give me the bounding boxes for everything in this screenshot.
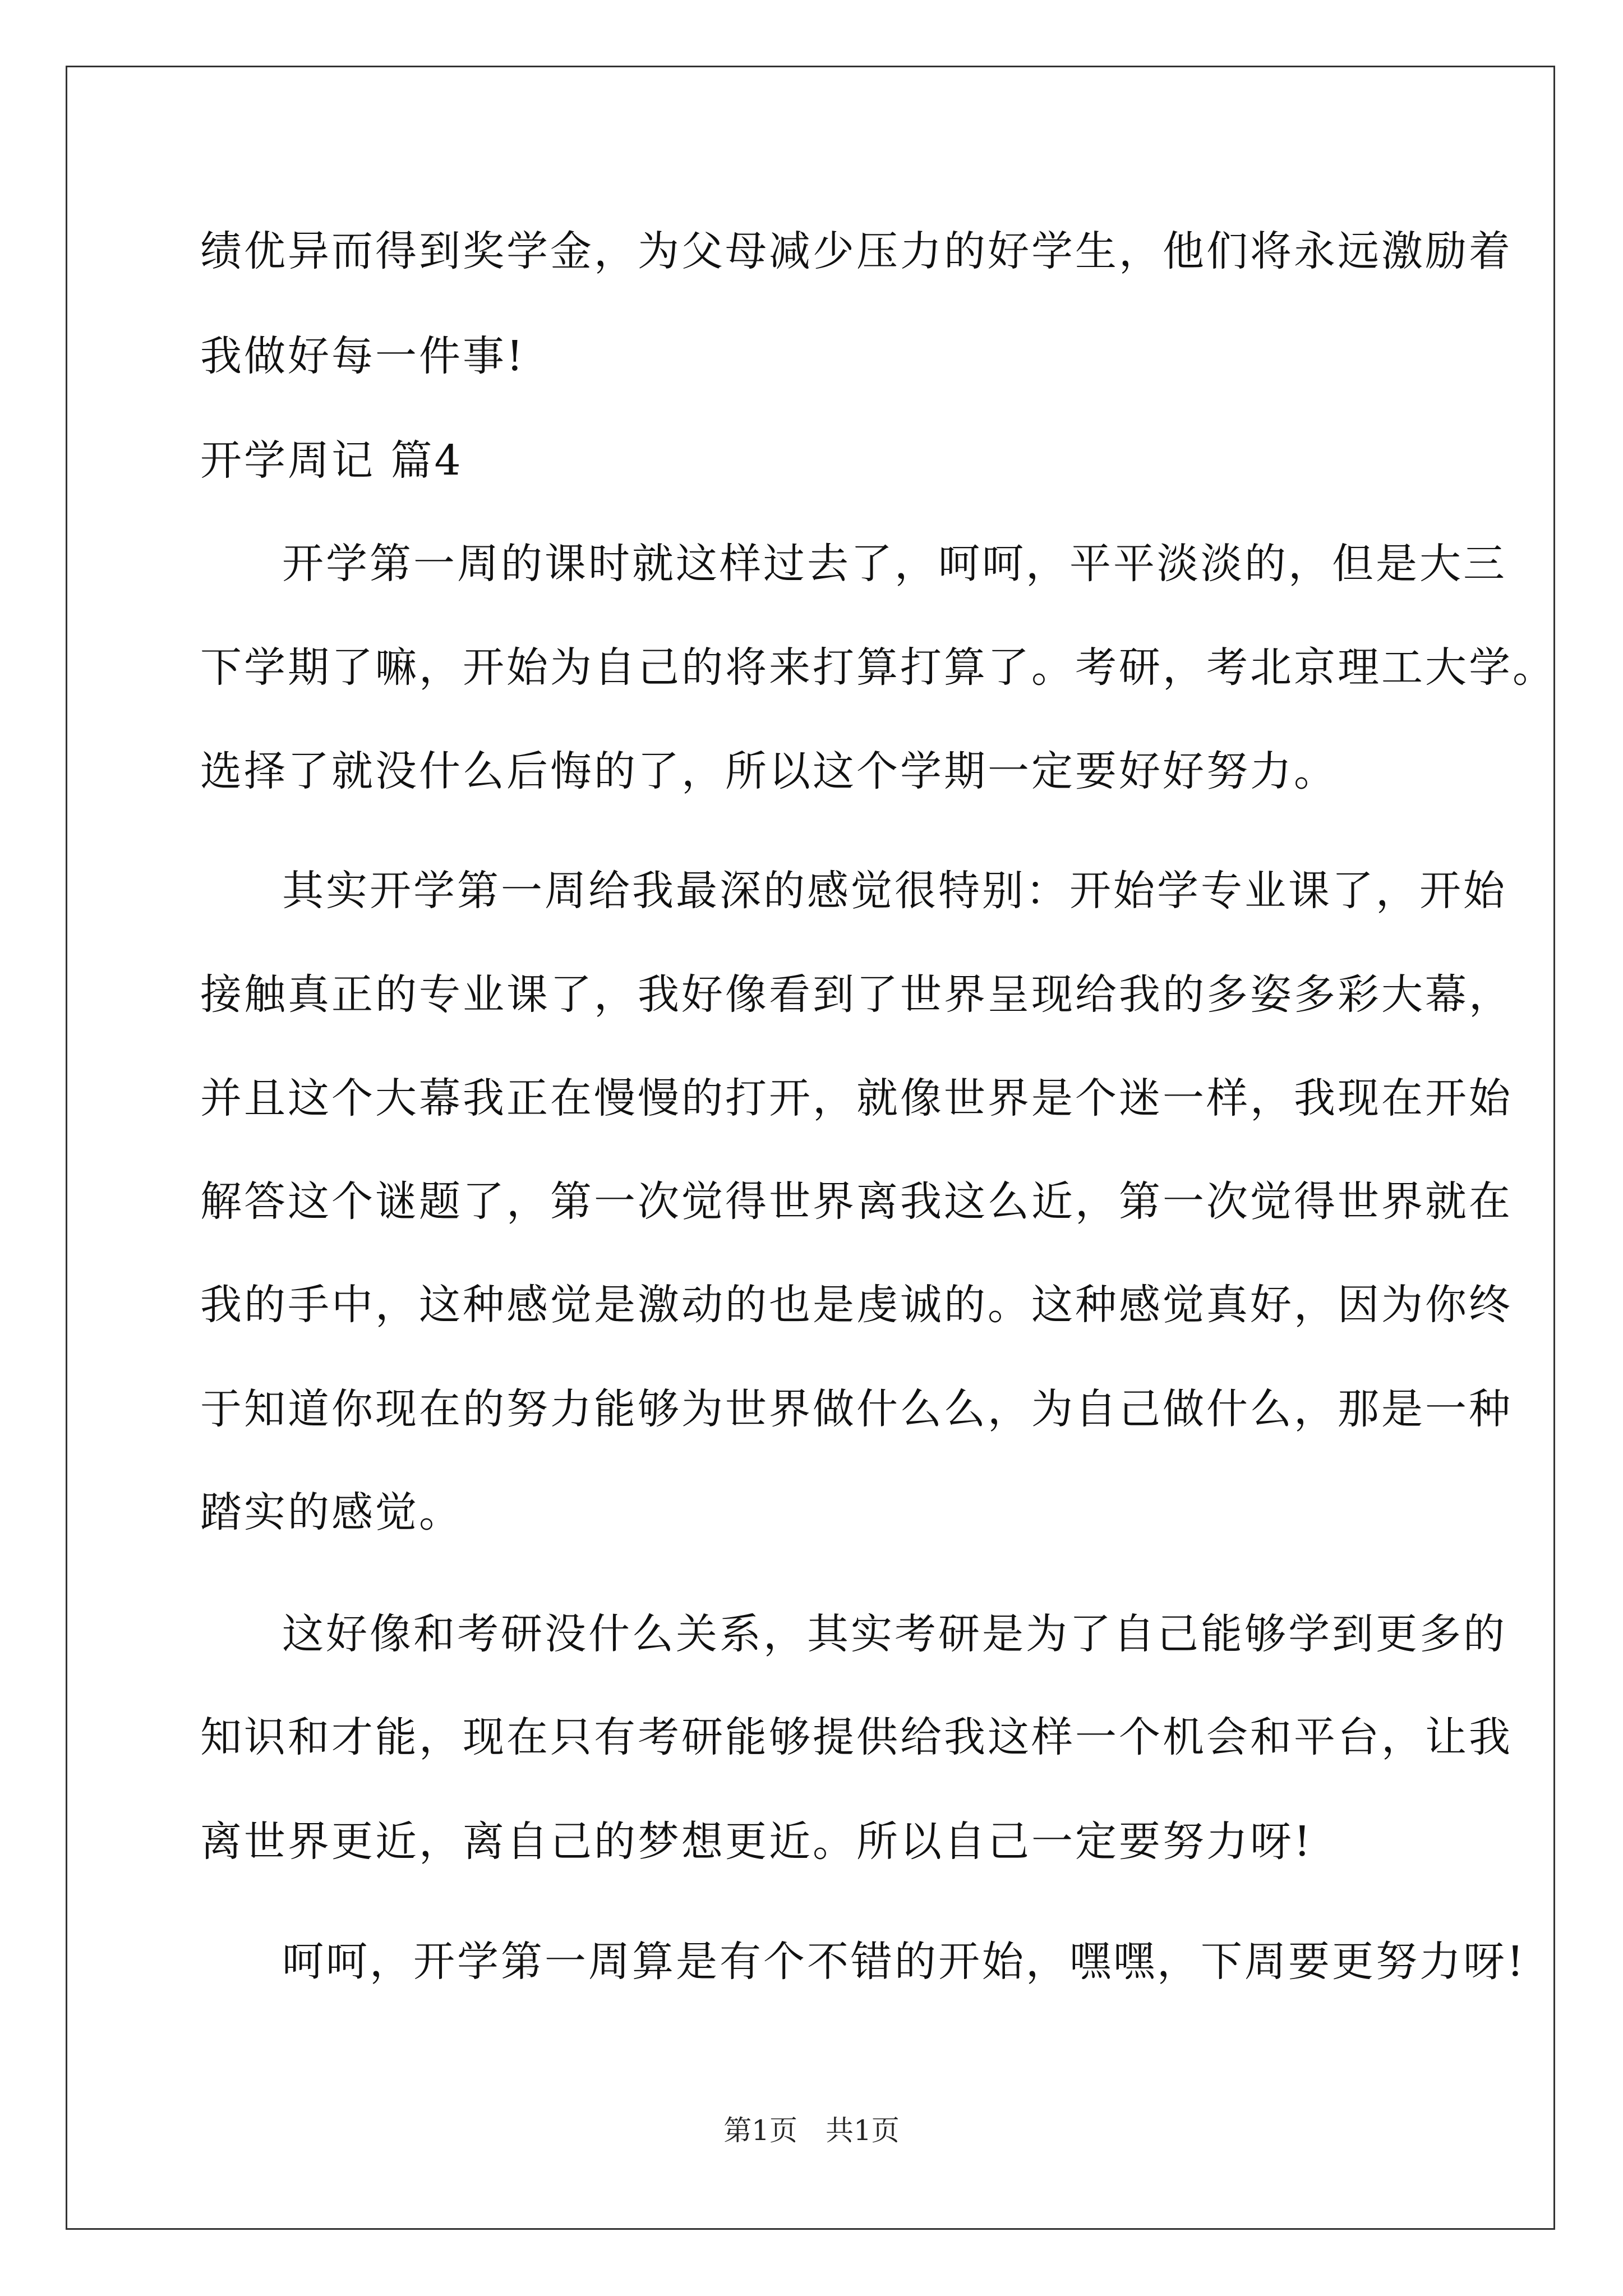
- page-footer: [0, 2114, 1623, 2147]
- paragraph-line: 离世界更近，离自己的梦想更近。所以自己一定要努力呀!: [200, 1818, 1313, 1866]
- paragraph-line: 我的手中，这种感觉是激动的也是虔诚的。这种感觉真好，因为你终: [200, 1281, 1513, 1329]
- paragraph-line: 我做好每一件事!: [200, 332, 525, 380]
- paragraph-line: 于知道你现在的努力能够为世界做什么么，为自己做什么，那是一种: [200, 1385, 1513, 1433]
- paragraph-line: 这好像和考研没什么关系，其实考研是为了自己能够学到更多的: [282, 1610, 1507, 1658]
- section-heading: 开学周记 篇4: [200, 436, 463, 485]
- paragraph-line: 绩优异而得到奖学金，为父母减少压力的好学生，他们将永远激励着: [200, 227, 1513, 275]
- page-total: 共1页: [826, 2114, 900, 2147]
- paragraph-line: 开学第一周的课时就这样过去了，呵呵，平平淡淡的，但是大三: [282, 540, 1507, 588]
- paragraph-line: 选择了就没什么后悔的了，所以这个学期一定要好好努力。: [200, 747, 1338, 795]
- paragraph-line: 接触真正的专业课了，我好像看到了世界呈现给我的多姿多彩大幕，: [200, 970, 1513, 1019]
- paragraph-line: 解答这个谜题了，第一次觉得世界离我这么近，第一次觉得世界就在: [200, 1177, 1513, 1226]
- paragraph-line: 其实开学第一周给我最深的感觉很特别：开始学专业课了，开始: [282, 867, 1507, 915]
- page-number: 第1页: [723, 2114, 797, 2147]
- paragraph-line: 并且这个大幕我正在慢慢的打开，就像世界是个迷一样，我现在开始: [200, 1074, 1513, 1122]
- page-border: [66, 66, 1555, 2230]
- paragraph-line: 知识和才能，现在只有考研能够提供给我这样一个机会和平台，让我: [200, 1713, 1513, 1761]
- paragraph-line: 踏实的感觉。: [200, 1488, 463, 1536]
- paragraph-line: 下学期了嘛，开始为自己的将来打算打算了。考研，考北京理工大学。: [200, 643, 1556, 692]
- paragraph-line: 呵呵，开学第一周算是有个不错的开始，嘿嘿，下周要更努力呀!: [282, 1938, 1526, 1986]
